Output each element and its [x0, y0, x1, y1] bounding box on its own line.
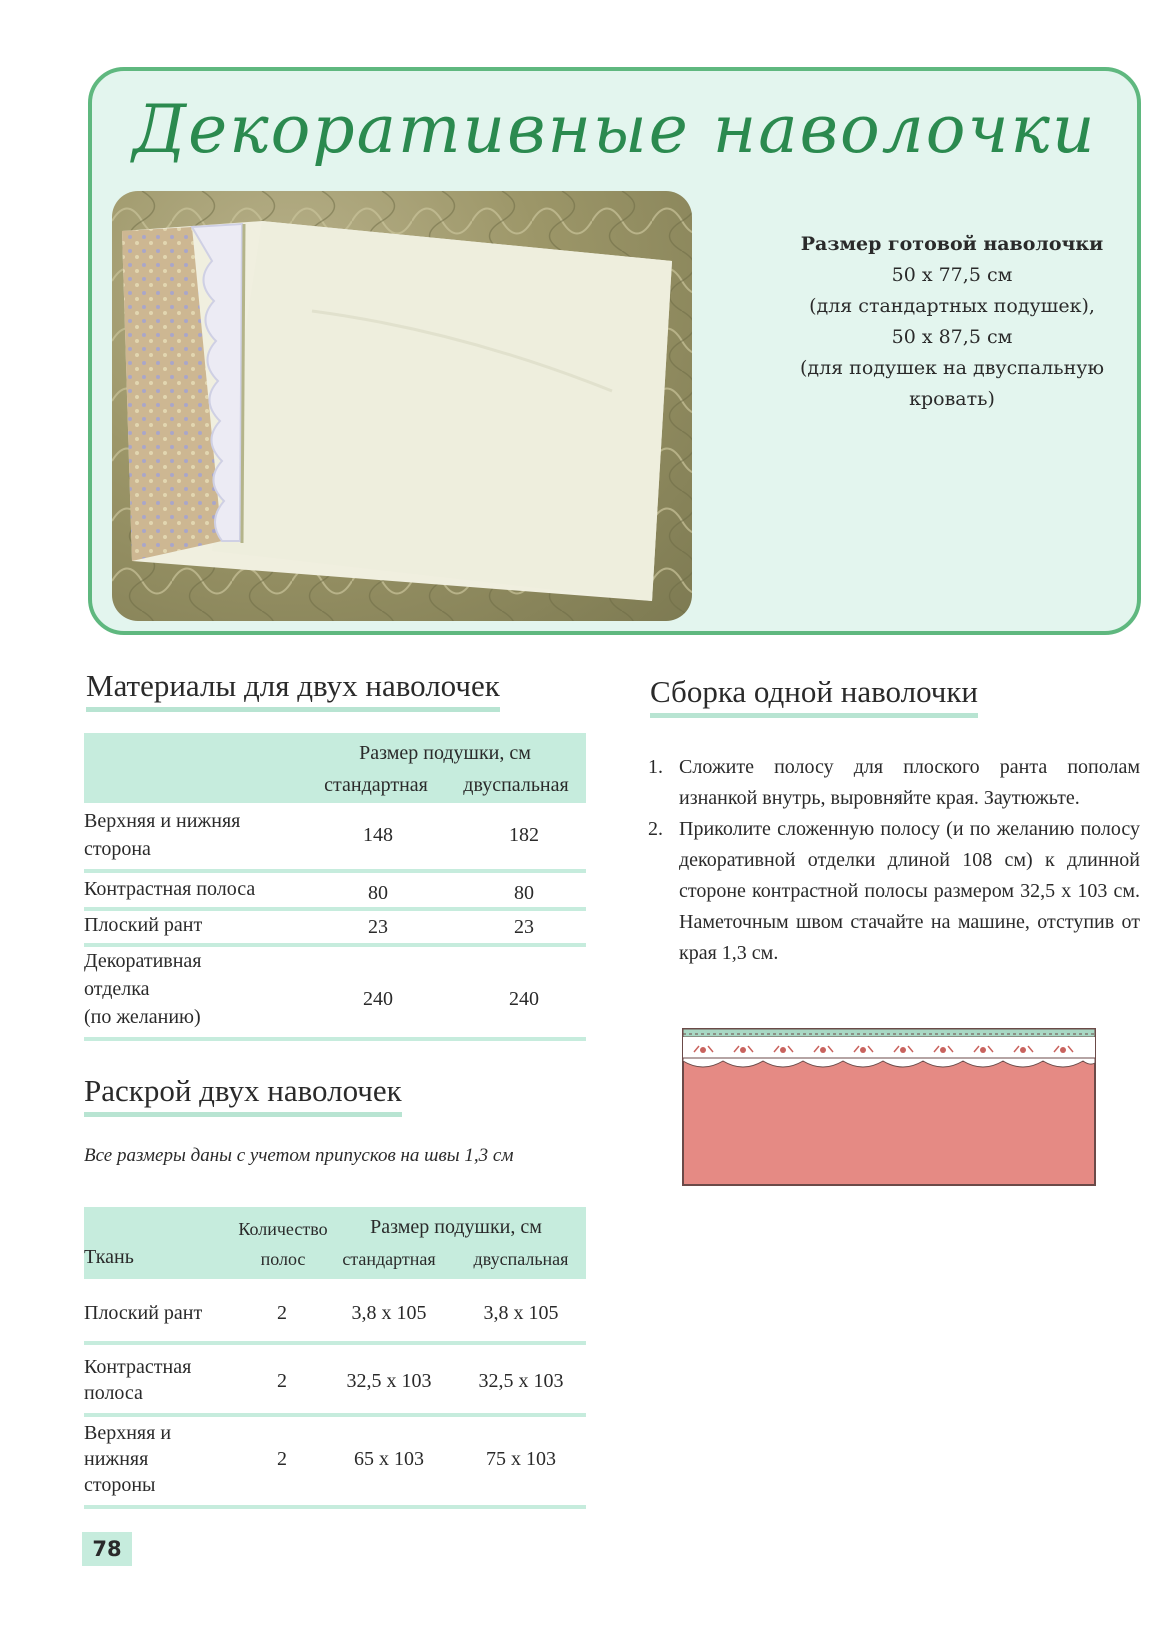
assembly-step [648, 814, 1140, 969]
materials-row-label: (по желанию) [84, 1006, 201, 1028]
step-number: 2. [648, 818, 663, 840]
cutting-row-label: полоса [84, 1382, 143, 1404]
materials-header-standard: стандартная [324, 774, 428, 796]
materials-row-label: сторона [84, 838, 151, 860]
cutting-row-standard: 65 x 103 [354, 1448, 424, 1470]
materials-header-size: Размер подушки, см [359, 742, 531, 764]
materials-row-double: 80 [514, 882, 534, 904]
cutting-row-label: нижняя [84, 1448, 149, 1470]
finished-size-line: (для стандартных подушек), [809, 295, 1095, 317]
cutting-header-double: двуспальная [473, 1249, 569, 1269]
step-number: 1. [648, 756, 663, 778]
cutting-row-count: 2 [277, 1302, 287, 1324]
cutting-row-label: стороны [84, 1474, 156, 1496]
cutting-row-label: Контрастная [84, 1356, 192, 1378]
page-number: 78 [82, 1532, 132, 1566]
assembly-step [648, 752, 1140, 814]
assembly-title: Сборка одной наволочки [650, 674, 978, 716]
pillow-illustration [112, 191, 692, 621]
materials-row-label: Контрастная полоса [84, 878, 256, 900]
cutting-header-count: полос [260, 1249, 306, 1269]
cutting-header-standard: стандартная [342, 1249, 436, 1269]
cutting-header-fabric: Ткань [84, 1246, 134, 1268]
materials-row-standard: 80 [368, 882, 388, 904]
pillow-photo [112, 191, 692, 621]
materials-row-label: отделка [84, 978, 150, 1000]
cutting-row-double: 32,5 x 103 [478, 1370, 564, 1392]
finished-size-line: (для подушек на двуспальную [799, 357, 1105, 379]
table-rule [84, 1341, 586, 1345]
assembly-diagram [682, 1028, 1096, 1186]
page-title: Декоративные наволочки [132, 91, 1097, 168]
finished-size-line: 50 x 77,5 см [891, 264, 1013, 286]
finished-size-line: кровать) [909, 388, 995, 410]
table-rule [84, 1505, 586, 1509]
materials-table [84, 733, 586, 1043]
cutting-row-count: 2 [277, 1370, 287, 1392]
table-rule [84, 1037, 586, 1041]
cutting-table [84, 1207, 586, 1509]
materials-header-double: двуспальная [463, 774, 569, 796]
materials-row-double: 23 [514, 916, 534, 938]
cutting-header-size: Размер подушки, см [370, 1216, 542, 1238]
cutting-note: Все размеры даны с учетом припусков на швы 1,3 см [84, 1145, 514, 1166]
materials-row-double: 240 [509, 988, 539, 1010]
cutting-row-standard: 32,5 x 103 [346, 1370, 432, 1392]
fabric-strip-diagram [682, 1028, 1096, 1186]
step-text: Сложите полосу для плоского ранта пополам изнанкой внутрь, выровняйте края. Заутюжьте. [679, 756, 1140, 809]
materials-row-label: Верхняя и нижняя [84, 810, 241, 832]
cutting-row-count: 2 [277, 1448, 287, 1470]
materials-row-label: Декоративная [84, 950, 202, 972]
cutting-row-label: Верхняя и [84, 1422, 172, 1444]
assembly-steps [648, 752, 1140, 969]
cutting-row-double: 75 x 103 [486, 1448, 556, 1470]
hero-panel [88, 67, 1141, 635]
finished-size-block [782, 229, 1122, 415]
materials-row-standard: 240 [363, 988, 393, 1010]
materials-row-standard: 148 [363, 824, 393, 846]
finished-size-line: 50 x 87,5 см [891, 326, 1013, 348]
cutting-row-double: 3,8 x 105 [483, 1302, 559, 1324]
materials-row-standard: 23 [368, 916, 388, 938]
step-text: Приколите сложенную полосу (и по желанию полосу декоративной отделки длиной 108 см) к длинной стороне контрастной полосы размером 32,5 x 103 см. Наметочным швом стачайте на машине, отступив от края 1,3 см. [679, 818, 1140, 964]
materials-title: Материалы для двух наволочек [86, 668, 500, 710]
table-rule [84, 869, 586, 873]
cutting-header-count: Количество [238, 1219, 328, 1239]
cutting-title: Раскрой двух наволочек [84, 1073, 402, 1115]
finished-size-heading: Размер готовой наволочки [800, 233, 1104, 255]
materials-row-label: Плоский рант [84, 914, 203, 936]
table-rule [84, 1413, 586, 1417]
cutting-row-standard: 3,8 x 105 [351, 1302, 427, 1324]
cutting-row-label: Плоский рант [84, 1302, 203, 1324]
materials-row-double: 182 [509, 824, 539, 846]
